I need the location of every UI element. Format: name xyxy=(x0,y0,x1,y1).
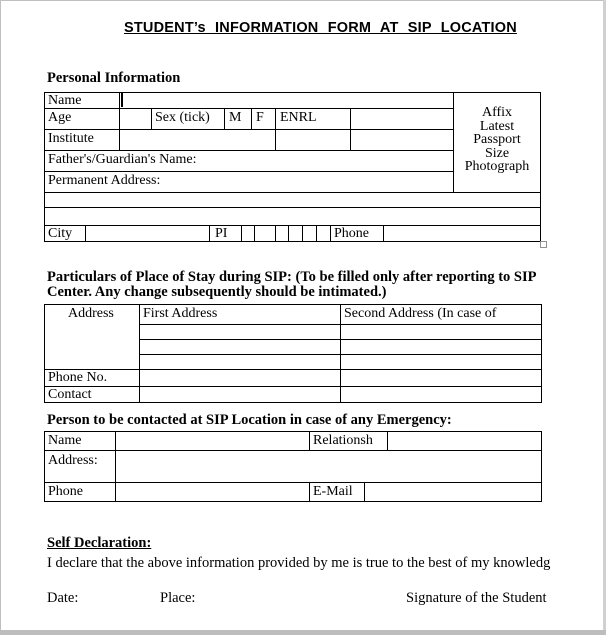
name-label: Name xyxy=(48,93,82,108)
relationship-label: Relationsh xyxy=(313,433,373,448)
contact-label: Contact xyxy=(48,387,92,402)
sex-m-option[interactable]: M xyxy=(229,110,242,125)
emergency-name-label: Name xyxy=(48,433,82,448)
permanent-address-label: Permanent Address: xyxy=(48,173,161,188)
pi-label: PI xyxy=(215,226,228,241)
second-address-label: Second Address (In case of xyxy=(344,306,497,321)
institute-label: Institute xyxy=(48,131,94,146)
stay-heading-line1: Particulars of Place of Stay during SIP: (To be filled only after reporting to SIP xyxy=(47,269,537,285)
photo-placeholder xyxy=(454,106,540,174)
enrl-label: ENRL xyxy=(280,110,317,125)
photo-line: Affix xyxy=(481,105,513,120)
photo-line: Passport xyxy=(473,132,521,147)
sex-label: Sex (tick) xyxy=(155,110,210,125)
stay-address-label: Address xyxy=(68,306,114,321)
phone-label: Phone xyxy=(334,226,369,241)
declaration-text: I declare that the above information provided by me is true to the best of my knowledg xyxy=(47,555,551,571)
stay-heading-line2: Center. Any change subsequently should be intimated.) xyxy=(47,284,387,300)
phone-no-label: Phone No. xyxy=(48,370,108,385)
city-label: City xyxy=(48,226,73,241)
table-resize-handle[interactable] xyxy=(540,241,547,248)
first-address-label: First Address xyxy=(143,306,218,321)
emergency-phone-label: Phone xyxy=(48,484,83,499)
date-label: Date: xyxy=(47,590,79,606)
emergency-heading: Person to be contacted at SIP Location in case of any Emergency: xyxy=(47,412,452,428)
signature-label: Signature of the Student xyxy=(406,590,547,606)
photo-line: Latest xyxy=(479,118,515,134)
age-label: Age xyxy=(48,110,72,125)
photo-line: Photograph xyxy=(464,159,530,174)
self-declaration-heading: Self Declaration: xyxy=(47,535,152,551)
personal-information-heading: Personal Information xyxy=(47,70,181,86)
email-label: E-Mail xyxy=(313,484,353,499)
guardian-label: Father's/Guardian's Name: xyxy=(48,152,197,167)
text-cursor xyxy=(121,93,123,107)
photo-line: Size xyxy=(484,145,510,161)
page-shadow-bottom xyxy=(0,630,606,635)
place-label: Place: xyxy=(160,590,196,606)
emergency-address-label: Address: xyxy=(48,453,98,468)
sex-f-option[interactable]: F xyxy=(256,110,264,125)
form-title: STUDENT’s INFORMATION FORM AT SIP LOCATION xyxy=(124,20,517,36)
